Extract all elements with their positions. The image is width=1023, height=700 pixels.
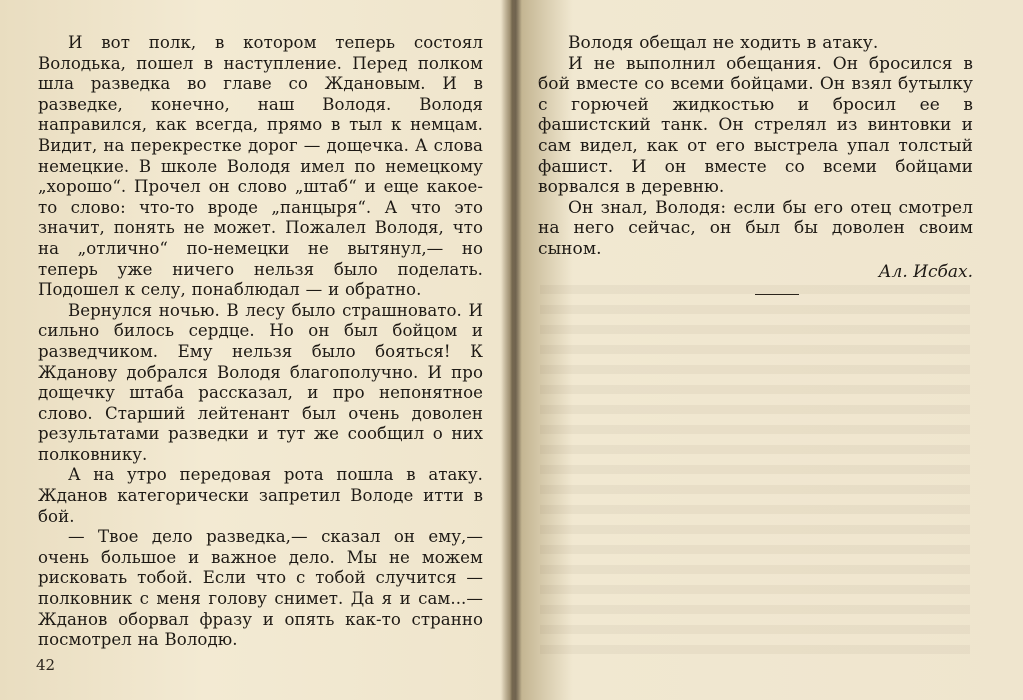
author-signature: Ал. Исбах. [878,261,973,282]
paragraph: Володя обещал не ходить в атаку. [568,33,879,53]
section-divider [755,294,799,295]
left-page [0,0,511,700]
page-number: 42 [36,656,56,674]
paragraph: И вот полк, в котором теперь состоял Володька, пошел в наступление. Перед полком шла разведка во главе со Ждановым. И в разведке, конечно, наш Володя. Володя направился, как всегда, прямо в тыл к немцам. Видит, на перекрестке дорог — дощечка. А слова немецкие. В школе Володя имел по немецкому „хорошо“. Прочел он слово „штаб“ и еще какое-то слово: что-то вроде „панцыря“. А что это значит, понять не может. Пожалел Володя, что на „отлично“ по-немецки не вытянул,— но теперь уже ничего нельзя было поделать. Подошел к селу, понаблюдал — и обратно. [38,33,483,300]
paragraph: И не выполнил обещания. Он бросился в бой вместе со всеми бойцами. Он взял бутылку с горючей жидкостью и бросил ее в фашистский танк. Он стрелял из винтовки и сам видел, как от его выстрела упал толстый фашист. И он вместе со всеми бойцами ворвался в деревню. [538,53,973,198]
paragraph: — Твое дело разведка,— сказал он ему,— очень большое и важное дело. Мы не можем рисковать тобой. Если что с тобой случится — полковник с меня голову снимет. Да я и сам...— Жданов оборвал фразу и опять как-то странно посмотрел на Володю. [38,527,483,650]
paragraph: А на утро передовая рота пошла в атаку. Жданов категорически запретил Володе итти в бой. [38,465,483,526]
right-page [515,0,1023,700]
paragraph: Вернулся ночью. В лесу было страшновато. И сильно билось сердце. Но он был бойцом и разведчиком. Ему нельзя было бояться! К Жданову добрался Володя благополучно. И про дощечку штаба рассказал, и про непонятное слово. Старший лейтенант был очень доволен результатами разведки и тут же сообщил о них полковнику. [38,300,483,464]
paragraph: Он знал, Володя: если бы его отец смотрел на него сейчас, он был бы доволен своим сыном. [538,197,973,259]
